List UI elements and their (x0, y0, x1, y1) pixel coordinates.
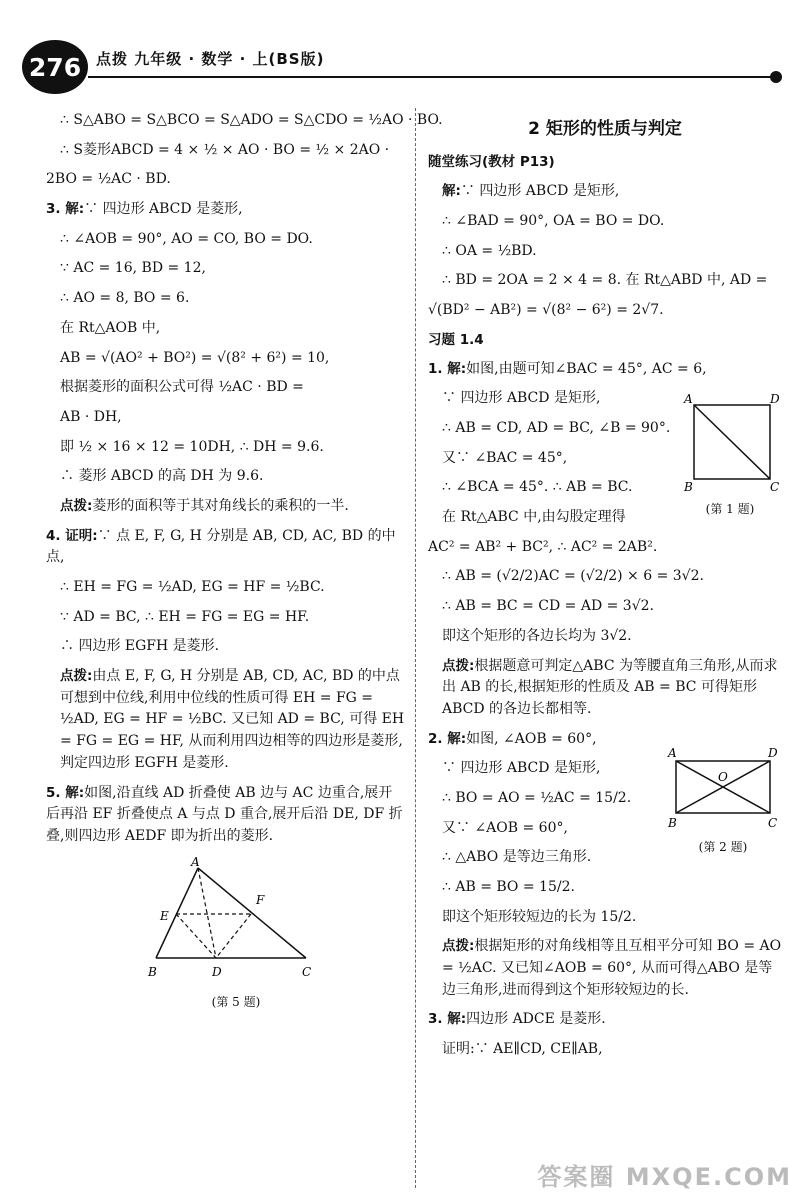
text-line: ∴ AB = BO = 15/2. (442, 879, 575, 895)
problem-label: 4. 证明: (46, 527, 98, 544)
text-line: ∴ BO = AO = ½AC = 15/2. (442, 789, 632, 806)
tip-text: 根据矩形的对角线相等且互相平分可知 BO = AO = ½AC. 又已知∠AOB = 60°, 从而可得△ABO 是等边三角形,进而得到这个矩形较短边的长. (442, 938, 782, 998)
text-line: ∵ 四边形 ABCD 是矩形, (460, 183, 620, 200)
figure-label-A: A (191, 855, 200, 869)
text-line: ∴ BD = 2OA = 2 × 4 = 8. 在 Rt△ABD 中, AD = (442, 272, 768, 289)
figure-label-D: D (212, 964, 222, 979)
text-line: 如图,沿直线 AD 折叠使 AB 边与 AC 边重合,展开后再沿 EF 折叠使点 A 与点 D 重合,展开后沿 DE, DF 折叠,则四边形 AEDF 即为折出的菱形. (46, 784, 403, 844)
figure-2-svg (666, 747, 780, 831)
text-line: 即这个矩形较短边的长为 15/2. (442, 908, 637, 925)
text-line: AB · DH, (60, 408, 122, 425)
text-line: ∴ 四边形 EGFH 是菱形. (60, 638, 220, 655)
text-line: ∴ AB = (√2/2)AC = (√2/2) × 6 = 3√2. (442, 568, 704, 585)
page-header (0, 0, 810, 100)
figure-problem-2 (666, 747, 780, 857)
text-line: ∵ AC = 16, BD = 12, (60, 260, 206, 277)
right-column (428, 110, 782, 1069)
problem-label: 解: (442, 183, 461, 200)
figure-label-F: F (256, 892, 265, 907)
problem-label: 1. 解: (428, 360, 467, 377)
text-line: ∴ ∠BCA = 45°. ∴ AB = BC. (442, 479, 633, 496)
column-divider (415, 108, 416, 1188)
figure-caption: (第 5 题) (211, 995, 261, 1010)
figure-problem-5 (136, 856, 336, 1012)
text-line: ∵ 点 E, F, G, H 分别是 AB, CD, AC, BD 的中点, (46, 527, 396, 566)
figure-label-O: O (718, 769, 728, 784)
figure-5-svg (136, 856, 336, 986)
problem-label: 3. 解: (428, 1011, 467, 1028)
tip-text: 菱形的面积等于其对角线长的乘积的一半. (92, 497, 349, 514)
subsection-title: 随堂练习(教材 P13) (428, 154, 555, 171)
text-line: AC² = AB² + BC², ∴ AC² = 2AB². (428, 538, 658, 555)
text-line: 如图,由题可知∠BAC = 45°, AC = 6, (466, 360, 707, 377)
text-line: ∵ 四边形 ABCD 是矩形, (442, 390, 601, 407)
figure-problem-1 (680, 393, 780, 519)
tip-label: 点拨: (442, 938, 475, 955)
text-line: ∵ 四边形 ABCD 是菱形, (84, 201, 243, 218)
text-line: 即 ½ × 16 × 12 = 10DH, ∴ DH = 9.6. (60, 438, 324, 455)
text-line: ∵ 四边形 ABCD 是矩形, (442, 760, 601, 777)
text-line: ∴ ∠AOB = 90°, AO = CO, BO = DO. (60, 230, 313, 247)
problem-label: 5. 解: (46, 784, 85, 801)
text-line: ∴ AO = 8, BO = 6. (60, 290, 190, 307)
text-line: AB = √(AO² + BO²) = √(8² + 6²) = 10, (60, 349, 330, 366)
figure-label-D: D (768, 746, 778, 760)
section-title: 2 矩形的性质与判定 (528, 119, 682, 139)
text-line: ∵ AD = BC, ∴ EH = FG = EG = HF. (60, 608, 310, 625)
watermark: 答案圈 MXQE.COM (537, 1163, 792, 1191)
subsection-title: 习题 1.4 (428, 331, 484, 348)
text-line: 又∵ ∠BAC = 45°, (442, 449, 568, 466)
text-line: ∴ S菱形ABCD = 4 × ½ × AO · BO = ½ × 2AO · (60, 141, 390, 158)
text-line: ∴ ∠BAD = 90°, OA = BO = DO. (442, 212, 665, 229)
text-line: 四边形 ADCE 是菱形. (466, 1011, 606, 1028)
figure-label-C: C (302, 964, 312, 979)
figure-caption: (第 2 题) (698, 840, 748, 855)
header-title: 点拨 九年级 · 数学 · 上(BS版) (96, 50, 325, 68)
text-line: 在 Rt△AOB 中, (60, 319, 161, 336)
text-line: 如图, ∠AOB = 60°, (466, 730, 597, 747)
header-rule-end-dot (770, 71, 782, 83)
problem-label: 2. 解: (428, 730, 467, 747)
text-line: ∵ AE∥CD, CE∥AB, (474, 1041, 603, 1058)
figure-label-B: B (684, 479, 693, 493)
text-line: ∴ OA = ½BD. (442, 242, 537, 259)
tip-label: 点拨: (60, 668, 93, 685)
text-line: ∴ AB = BC = CD = AD = 3√2. (442, 598, 654, 615)
text-line: ∴ S△ABO = S△BCO = S△ADO = S△CDO = ½AO · BO. (60, 112, 443, 128)
figure-caption: (第 1 题) (705, 502, 755, 517)
figure-label-C: C (768, 815, 778, 830)
text-line: ∴ EH = FG = ½AD, EG = HF = ½BC. (60, 579, 325, 595)
text-line: ∴ 菱形 ABCD 的高 DH 为 9.6. (60, 468, 264, 485)
page-number: 276 (22, 40, 88, 94)
header-rule (88, 76, 778, 78)
text-line: 在 Rt△ABC 中,由勾股定理得 (442, 509, 626, 526)
tip-label: 点拨: (442, 657, 475, 674)
figure-label-A: A (684, 392, 693, 406)
tip-label: 点拨: (60, 497, 93, 514)
problem-label: 3. 解: (46, 201, 85, 218)
figure-label-B: B (148, 964, 157, 979)
text-line: 又∵ ∠AOB = 60°, (442, 819, 568, 836)
left-column (46, 110, 443, 1012)
figure-label-C: C (770, 479, 780, 493)
text-line: 2BO = ½AC · BD. (46, 171, 171, 188)
text-line: 即这个矩形的各边长均为 3√2. (442, 627, 632, 644)
text-line: ∴ △ABO 是等边三角形. (442, 849, 592, 866)
figure-1-svg (680, 393, 780, 493)
proof-label: 证明: (442, 1041, 475, 1058)
tip-text: 根据题意可判定△ABC 为等腰直角三角形,从而求出 AB 的长,根据矩形的性质及 AB = BC 可得矩形 ABCD 的各边长都相等. (442, 657, 778, 717)
figure-label-B: B (668, 815, 677, 830)
figure-label-D: D (770, 392, 780, 406)
text-line: 根据菱形的面积公式可得 ½AC · BD = (60, 379, 304, 396)
tip-text: 由点 E, F, G, H 分别是 AB, CD, AC, BD 的中点可想到中位线,利用中位线的性质可得 EH = FG = ½AD, EG = HF = ½BC. 又已知 AD = BC, 可得 EH = FG = EG = HF, 从而利用四边相等的四边形是菱形,判定四边形 EGFH 是菱形. (60, 668, 405, 771)
text-line: ∴ AB = CD, AD = BC, ∠B = 90°. (442, 420, 671, 436)
figure-label-A: A (668, 746, 677, 760)
figure-label-E: E (160, 908, 169, 923)
text-line: √(BD² − AB²) = √(8² − 6²) = 2√7. (428, 302, 664, 319)
